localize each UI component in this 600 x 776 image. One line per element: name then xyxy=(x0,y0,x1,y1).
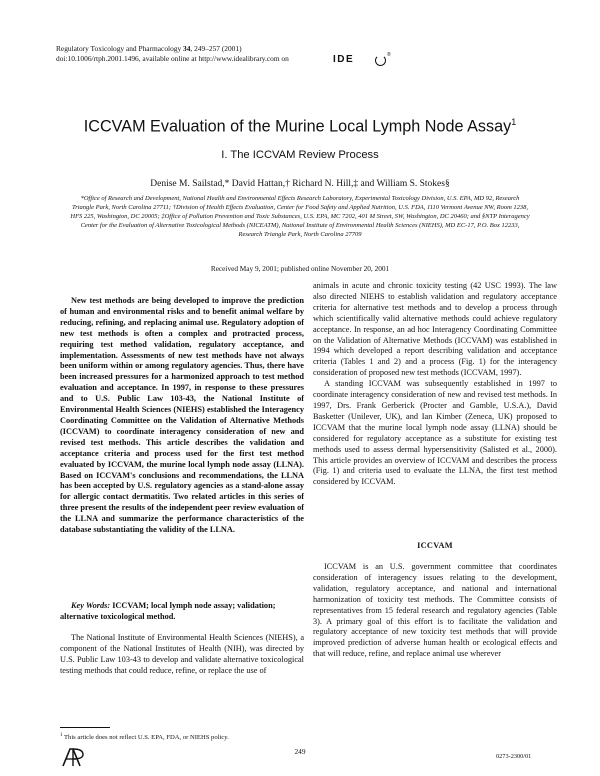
journal-citation: Regulatory Toxicology and Pharmacology 34, 249–257 (2001) xyxy=(56,44,242,53)
issn-code: 0273-2300/01 xyxy=(496,753,532,760)
journal-doi: doi:10.1006/rtph.2001.1496, available online at http://www.idealibrary.com on xyxy=(56,54,289,63)
authors: Denise M. Sailstad,* David Hattan,† Richard N. Hill,‡ and William S. Stokes§ xyxy=(150,179,450,189)
footnote-divider xyxy=(60,727,110,728)
received-date: Received May 9, 2001; published online November 20, 2001 xyxy=(210,264,390,273)
academic-press-logo-icon xyxy=(60,746,86,768)
intro-paragraph: The National Institute of Environmental Health Sciences (NIEHS), a component of the National Institutes of Health (NIH), was directed by U.S. Public Law 103-43 to develop and validate alternative toxicological testing methods that could reduce, refine, or replace the use of xyxy=(60,633,304,675)
section-heading: ICCVAM xyxy=(417,541,453,550)
affiliations: *Office of Research and Development, National Health and Environmental Effects Research Laboratory, Experimental Toxicology Division, U.S. EPA, MD 92, Research Triangle Park, North Carolina 27711; †Division of Health Effects Evaluation, Center for Food Safety and Applied Nutrition, U.S. FDA, 1110 Vermont Avenue NW, Room 1238, HFS 225, Washington, DC 20005; ‡Office of Pollution Prevention and Toxic Substances, U.S. EPA, MC 7202, 401 M Street, SW, Washington, DC 20460; and §NTP Interagency Center for the Evaluation of Alternative Toxicological Methods (NICEATM), National Institute of Environmental Health Sciences (NIEHS), MD EC-17, P.O. Box 12233, Research Triangle Park, North Carolina 27709 xyxy=(70,195,530,238)
right-paragraph-1: animals in acute and chronic toxicity testing (42 USC 1993). The law also directed NIEHS to establish validation and regulatory acceptance criteria for alternative test methods and to develop a process through which scientifically valid alternative methods could achieve regulatory acceptance. In response, an ad hoc Interagency Coordinating Committee on the Validation of Alternative Methods (ICCVAM) was established in 1994 which developed a report describing validation and acceptance criteria (Tables 1 and 2) and a process (Fig. 1) for the interagency consideration of proposed new test methods (ICCVAM, 1997). xyxy=(313,281,557,378)
footnote: $^1$ This article does not reflect U.S. EPA, FDA, or NIEHS policy. xyxy=(60,733,229,742)
iccvam-paragraph: ICCVAM is an U.S. government committee that coordinates consideration of interagency issues relating to the development, validation, regulatory acceptance, and national and international harmonization of toxicity test methods. The Committee consists of representatives from 15 federal research and regulatory agencies (Table 3). A primary goal of this effort is to facilitate the validation and regulatory acceptance of new toxicity test methods that will provide improved prediction of adverse human health or ecological effects and that will reduce, refine, and replace animal use wherever xyxy=(313,562,557,659)
article-subtitle: I. The ICCVAM Review Process xyxy=(221,149,379,161)
journal-volume: 34 xyxy=(183,44,191,53)
ideal-logo-icon xyxy=(375,55,386,66)
keywords: Key Words: ICCVAM; local lymph node assay; validation; alternative toxicological method. xyxy=(60,601,276,621)
right-column-text xyxy=(313,281,557,488)
keywords-label: Key Words: xyxy=(71,601,111,610)
title-footnote-mark: 1 xyxy=(511,117,517,127)
article-title: ICCVAM Evaluation of the Murine Local Lymph Node Assay$^1$ xyxy=(83,117,517,136)
abstract: New test methods are being developed to improve the prediction of human and environmental risks and to benefit animal welfare by reducing, refining, and replacing animal use. Regulatory adoption of new test methods is often a complex and protracted process, requiring test method validation, regulatory acceptance, and implementation. Assessments of new test methods have not always been uniform within or among regulatory agencies. Thus, there have been increased pressures for a harmonized approach to test method evaluation and acceptance. In 1997, in response to these pressures and to U.S. Public Law 103-43, the National Institute of Environmental Health Sciences (NIEHS) established the Interagency Coordinating Committee on the Validation of Alternative Methods (ICCVAM) to coordinate interagency consideration of new and revised test methods. This article describes the validation and acceptance criteria and process used for the first test method evaluated by ICCVAM, the murine local lymph node assay (LLNA). Based on ICCVAM's conclusions and recommendations, the LLNA has been accepted by U.S. regulatory agencies as a stand-alone assay for allergic contact dermatitis. Two related articles in this series of three present the results of the independent peer review evaluation of the LLNA and summarize the performance characteristics of the database substantiating the validity of the LLNA. xyxy=(60,296,304,535)
ideal-logo: IDE ® xyxy=(333,52,391,65)
right-paragraph-2: A standing ICCVAM was subsequently established in 1997 to coordinate interagency consideration of new and revised test methods. In 1997, Drs. Frank Gerberick (Procter and Gamble, U.S.A.), David Basketter (Unilever, UK), and Ian Kimber (Zeneca, UK) proposed to ICCVAM that the murine local lymph node assay (LLNA) should be considered for regulatory acceptance as a substitute for existing test methods used to assess dermal hypersensitivity (Salisted et al., 2000). This article provides an overview of ICCVAM and describes the process (Fig. 1) and criteria used to evaluate the LLNA, the first test method considered by ICCVAM. xyxy=(313,379,557,487)
page-number: 249 xyxy=(294,747,306,756)
